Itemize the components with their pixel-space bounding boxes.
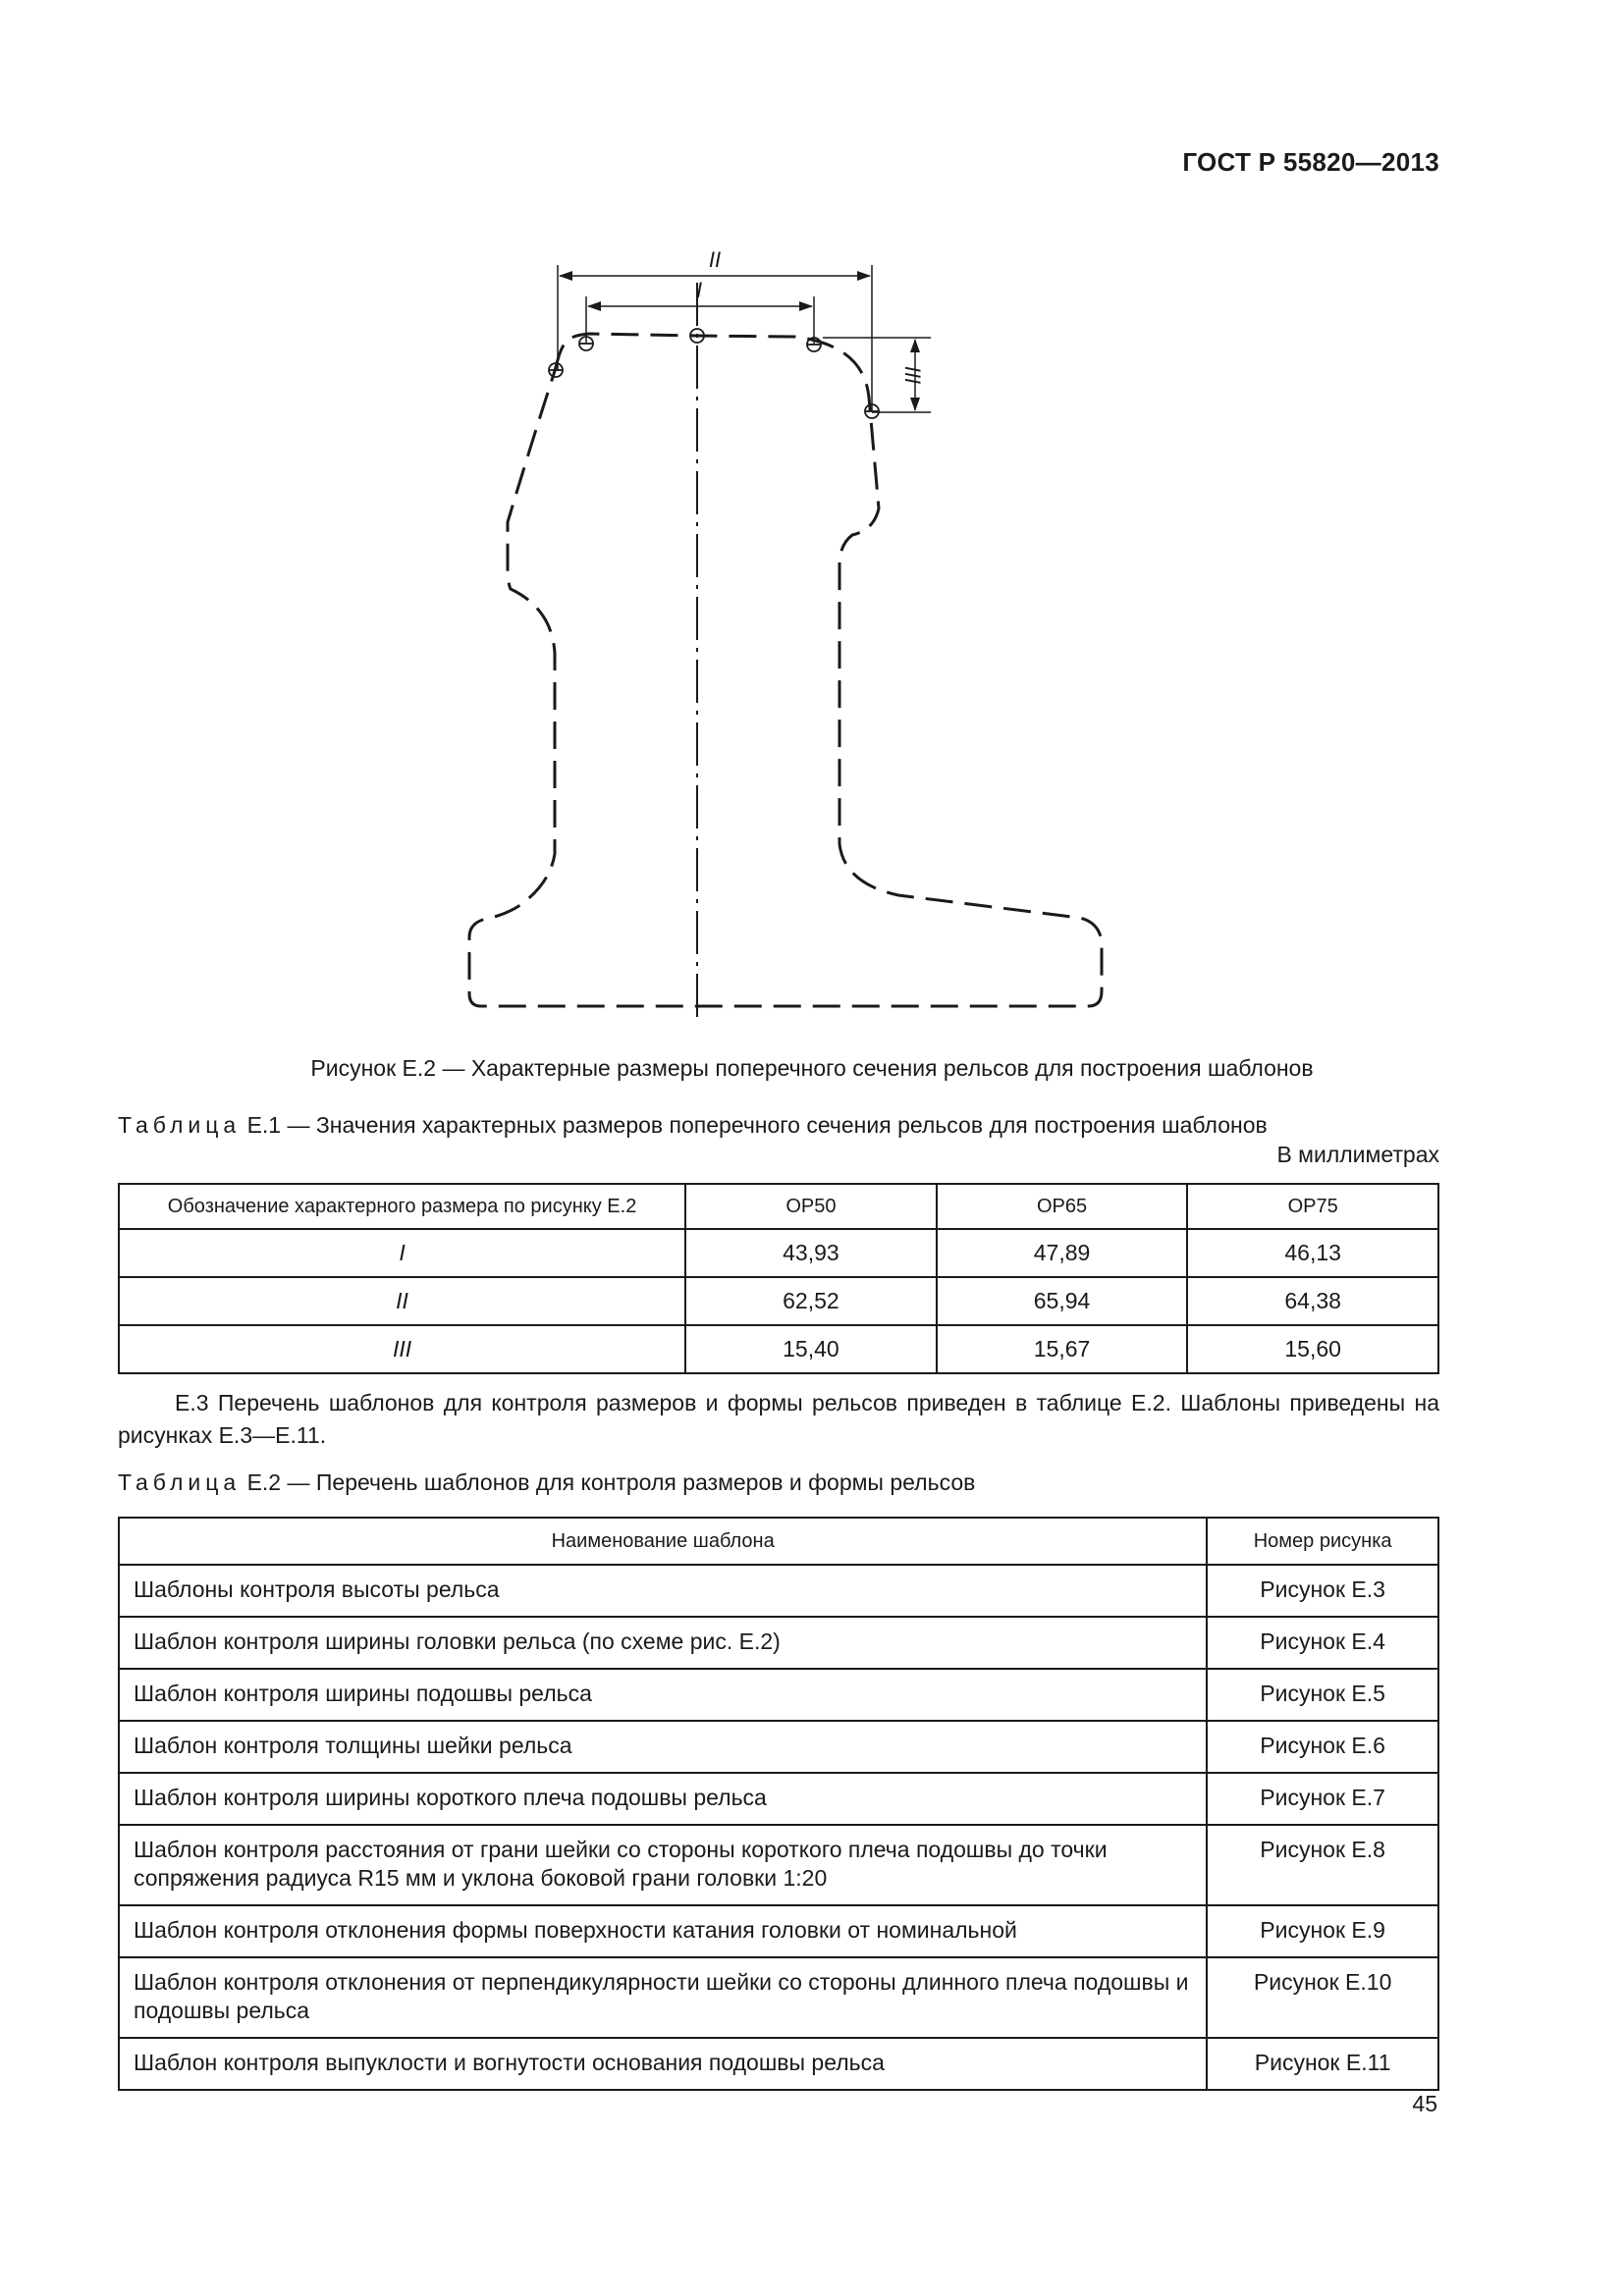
- table-row: [119, 1565, 1438, 1617]
- table-row: [119, 1721, 1438, 1773]
- table-header-row: [119, 1518, 1438, 1565]
- table2: [118, 1517, 1439, 2091]
- table-row: [119, 1905, 1438, 1957]
- table-cell: 65,94: [937, 1277, 1188, 1325]
- table-row: [119, 1669, 1438, 1721]
- table-cell: Шаблоны контроля высоты рельса: [119, 1565, 1207, 1617]
- table-cell: Шаблон контроля ширины подошвы рельса: [119, 1669, 1207, 1721]
- table-cell: Рисунок Е.8: [1207, 1825, 1438, 1905]
- table1-label: Таблица: [118, 1112, 242, 1138]
- document-id: ГОСТ Р 55820—2013: [1182, 147, 1439, 177]
- table1-title: [118, 1112, 1268, 1139]
- table-row: [119, 1325, 1438, 1373]
- table-cell: Рисунок Е.5: [1207, 1669, 1438, 1721]
- table-header-cell: ОР65: [937, 1184, 1188, 1229]
- table-header-cell: Наименование шаблона: [119, 1518, 1207, 1565]
- table-cell: Шаблон контроля отклонения формы поверхности катания головки от номинальной: [119, 1905, 1207, 1957]
- table-cell: Рисунок Е.6: [1207, 1721, 1438, 1773]
- table-cell: 64,38: [1187, 1277, 1438, 1325]
- table1-units: В миллиметрах: [1276, 1142, 1439, 1167]
- table-cell: Шаблон контроля ширины короткого плеча подошвы рельса: [119, 1773, 1207, 1825]
- body-paragraph: Е.3 Перечень шаблонов для контроля размеров и формы рельсов приведен в таблице Е.2. Шаблоны приведены на рисунках Е.3—Е.11.: [118, 1390, 1439, 1448]
- table-cell: 15,40: [685, 1325, 937, 1373]
- table-cell: Шаблон контроля отклонения от перпендикулярности шейки со стороны длинного плеча подошвы и подошвы рельса: [119, 1957, 1207, 2038]
- table2-label: Таблица: [118, 1469, 242, 1495]
- table-cell: 15,60: [1187, 1325, 1438, 1373]
- table-header-cell: ОР50: [685, 1184, 937, 1229]
- table2-title: [118, 1469, 975, 1496]
- table-cell: Шаблон контроля выпуклости и вогнутости основания подошвы рельса: [119, 2038, 1207, 2090]
- page-number: 45: [1412, 2091, 1437, 2116]
- table-header-cell: Обозначение характерного размера по рисунку Е.2: [119, 1184, 685, 1229]
- table-cell: II: [119, 1277, 685, 1325]
- table-cell: 47,89: [937, 1229, 1188, 1277]
- dim-label-II: II: [708, 247, 722, 272]
- table-cell: III: [119, 1325, 685, 1373]
- table1: [118, 1183, 1439, 1374]
- table-row: [119, 1277, 1438, 1325]
- measurement-points: [549, 329, 879, 418]
- dim-label-III: III: [900, 365, 925, 385]
- table-cell: Рисунок Е.3: [1207, 1565, 1438, 1617]
- table-header-cell: ОР75: [1187, 1184, 1438, 1229]
- table-row: [119, 2038, 1438, 2090]
- table-row: [119, 1957, 1438, 2038]
- table-cell: Шаблон контроля толщины шейки рельса: [119, 1721, 1207, 1773]
- table-cell: I: [119, 1229, 685, 1277]
- table-header-cell: Номер рисунка: [1207, 1518, 1438, 1565]
- table1-title-text: Е.1 — Значения характерных размеров поперечного сечения рельсов для построения шаблонов: [241, 1112, 1268, 1138]
- table-cell: Рисунок Е.9: [1207, 1905, 1438, 1957]
- table-cell: Рисунок Е.4: [1207, 1617, 1438, 1669]
- table-row: [119, 1229, 1438, 1277]
- table-row: [119, 1773, 1438, 1825]
- table-header-row: [119, 1184, 1438, 1229]
- table-cell: Рисунок Е.7: [1207, 1773, 1438, 1825]
- table-cell: Шаблон контроля ширины головки рельса (по схеме рис. Е.2): [119, 1617, 1207, 1669]
- table2-title-text: Е.2 — Перечень шаблонов для контроля размеров и формы рельсов: [241, 1469, 976, 1495]
- dim-label-I: I: [695, 278, 703, 302]
- rail-cross-section-figure: [0, 0, 1624, 1041]
- table-cell: 43,93: [685, 1229, 937, 1277]
- figure-caption: Рисунок Е.2 — Характерные размеры поперечного сечения рельсов для построения шаблонов: [310, 1055, 1314, 1081]
- table-cell: Рисунок Е.10: [1207, 1957, 1438, 2038]
- table-cell: 15,67: [937, 1325, 1188, 1373]
- table-cell: 46,13: [1187, 1229, 1438, 1277]
- table-cell: Рисунок Е.11: [1207, 2038, 1438, 2090]
- rail-profile-outline: [469, 334, 1102, 1006]
- table-cell: Шаблон контроля расстояния от грани шейки со стороны короткого плеча подошвы до точки сопряжения радиуса R15 мм и уклона боковой грани головки 1:20: [119, 1825, 1207, 1905]
- table-row: [119, 1617, 1438, 1669]
- table-row: [119, 1825, 1438, 1905]
- table-cell: 62,52: [685, 1277, 937, 1325]
